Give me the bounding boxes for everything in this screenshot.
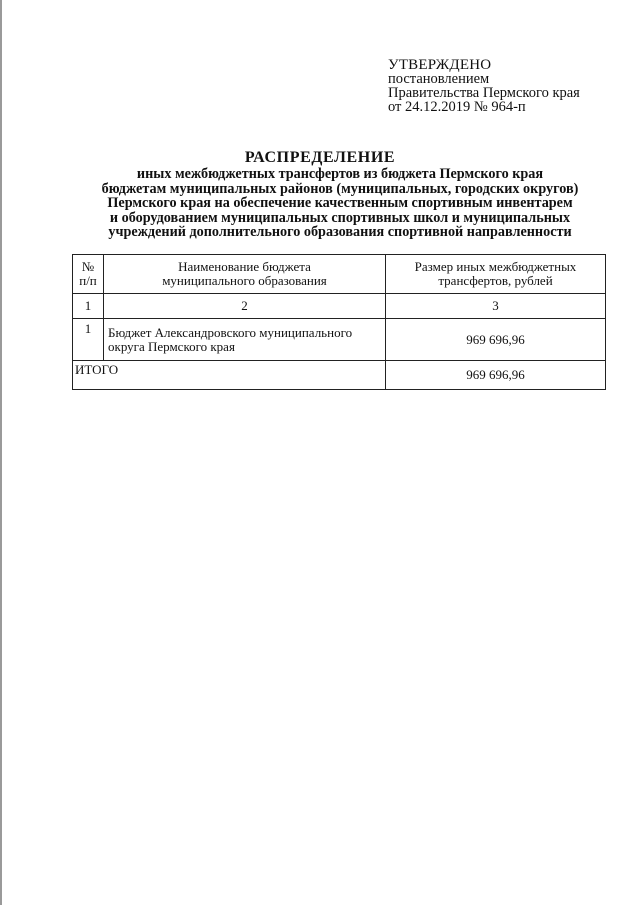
header-name-line: Наименование бюджета bbox=[178, 259, 311, 274]
header-amount-line: Размер иных межбюджетных bbox=[414, 259, 577, 274]
table-header-row bbox=[73, 255, 606, 294]
subtitle-line: и оборудованием муниципальных спортивных школ и муниципальных bbox=[109, 209, 571, 226]
header-number-line: п/п bbox=[79, 273, 97, 288]
total-amount: 969 696,96 bbox=[386, 361, 606, 390]
column-index: 2 bbox=[104, 294, 386, 319]
row-name-line: округа Пермского края bbox=[108, 338, 235, 354]
subtitle-line: учреждений дополнительного образования спортивной направленности bbox=[108, 224, 572, 240]
header-number bbox=[73, 255, 104, 294]
page-edge bbox=[0, 0, 2, 905]
header-budget-name bbox=[104, 255, 386, 294]
column-index-row bbox=[73, 294, 606, 319]
total-row bbox=[73, 361, 606, 390]
distribution-table bbox=[72, 254, 606, 390]
row-number: 1 bbox=[73, 319, 104, 361]
document-title: РАСПРЕДЕЛЕНИЕ bbox=[244, 149, 396, 166]
approved-label: УТВЕРЖДЕНО bbox=[388, 57, 492, 73]
row-name-line: Бюджет Александровского муниципального bbox=[108, 325, 353, 340]
column-index: 3 bbox=[386, 294, 606, 319]
header-amount bbox=[386, 255, 606, 294]
header-number-line: № bbox=[81, 259, 95, 274]
row-amount: 969 696,96 bbox=[386, 319, 606, 361]
document-subtitle bbox=[60, 167, 620, 240]
approval-stamp bbox=[388, 58, 628, 114]
subtitle-line: иных межбюджетных трансфертов из бюджета Пермского края bbox=[136, 166, 544, 182]
header-name-line: муниципального образования bbox=[162, 273, 327, 288]
subtitle-line: бюджетам муниципальных районов (муниципальных, городских округов) bbox=[101, 180, 579, 197]
column-index: 1 bbox=[73, 294, 104, 319]
approval-resolution: постановлением bbox=[388, 71, 490, 87]
approval-authority: Правительства Пермского края bbox=[388, 85, 580, 101]
header-amount-line: трансфертов, рублей bbox=[438, 273, 553, 288]
total-label: ИТОГО bbox=[73, 361, 386, 390]
approval-date-number: от 24.12.2019 № 964-п bbox=[388, 99, 526, 115]
row-budget-name bbox=[104, 319, 386, 361]
table-row bbox=[73, 319, 606, 361]
subtitle-line: Пермского края на обеспечение качественным спортивным инвентарем bbox=[107, 195, 573, 211]
